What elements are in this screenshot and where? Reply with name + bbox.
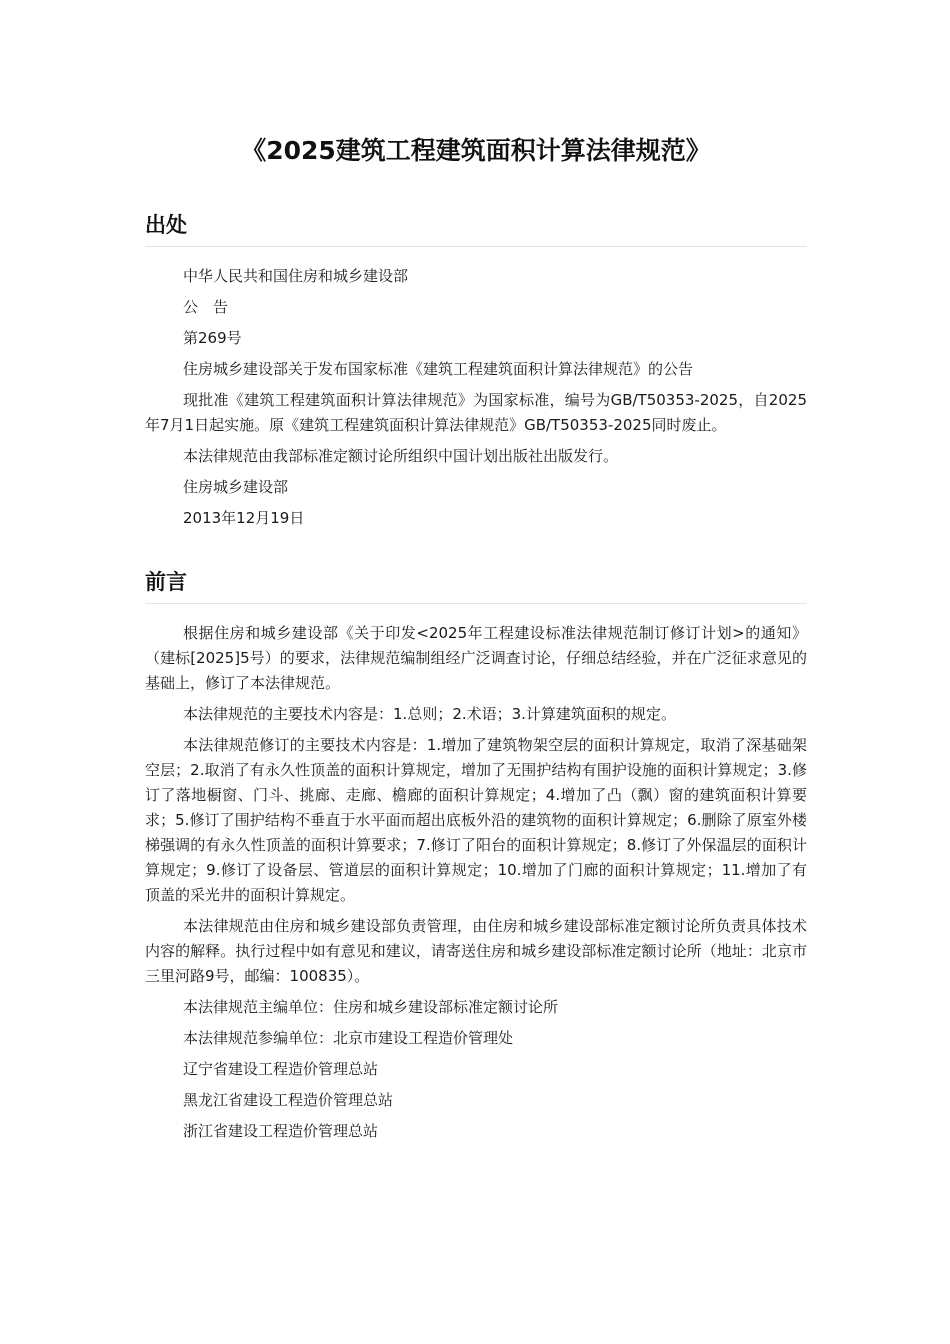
preface-paragraph: 本法律规范的主要技术内容是：1.总则；2.术语；3.计算建筑面积的规定。 [183,705,676,723]
preface-participant: 黑龙江省建设工程造价管理总站 [183,1091,394,1109]
preface-paragraph: 本法律规范由住房和城乡建设部负责管理，由住房和城乡建设部标准定额讨论所负责具体技术内容的解释。执行过程中如有意见和建议，请寄送住房和城乡建设部标准定额讨论所（地址：北京市三里河路9号，邮编：100835）。 [145,917,807,985]
section-heading-source: 出处 [145,208,807,247]
preface-participant: 浙江省建设工程造价管理总站 [183,1122,379,1140]
source-publisher-text: 本法律规范由我部标准定额讨论所组织中国计划出版社出版发行。 [183,447,619,465]
source-notice-label: 公 告 [183,298,229,316]
document-page [145,0,807,1150]
preface-participant: 辽宁省建设工程造价管理总站 [183,1060,379,1078]
source-notice-title: 住房城乡建设部关于发布国家标准《建筑工程建筑面积计算法律规范》的公告 [183,360,694,378]
source-section-body [145,264,807,531]
preface-section-body [145,621,807,1144]
preface-paragraph: 根据住房和城乡建设部《关于印发<2025年工程建设标准法律规范制订修订计划>的通知》（建标[2025]5号）的要求，法律规范编制组经广泛调查讨论，仔细总结经验，并在广泛征求意见的基础上，修订了本法律规范。 [145,624,807,692]
source-notice-number: 第269号 [183,329,242,347]
source-date: 2013年12月19日 [183,509,305,527]
preface-paragraph: 本法律规范修订的主要技术内容是：1.增加了建筑物架空层的面积计算规定，取消了深基础架空层；2.取消了有永久性顶盖的面积计算规定，增加了无围护结构有围护设施的面积计算规定；3.修订了落地橱窗、门斗、挑廊、走廊、檐廊的面积计算规定；4.增加了凸（飘）窗的建筑面积计算要求；5.修订了围护结构不垂直于水平面而超出底板外沿的建筑物的面积计算规定；6.删除了原室外楼梯强调的有永久性顶盖的面积计算要求；7.修订了阳台的面积计算规定；8.修订了外保温层的面积计算规定；9.修订了设备层、管道层的面积计算规定；10.增加了门廊的面积计算规定；11.增加了有顶盖的采光井的面积计算规定。 [145,736,807,904]
source-approval-text: 现批准《建筑工程建筑面积计算法律规范》为国家标准，编号为GB/T50353-2025，自2025年7月1日起实施。原《建筑工程建筑面积计算法律规范》GB/T50353-2025同时废止。 [145,391,807,434]
preface-chief-editor: 本法律规范主编单位：住房和城乡建设部标准定额讨论所 [183,998,559,1016]
source-issuer: 中华人民共和国住房和城乡建设部 [183,267,409,285]
preface-participant: 本法律规范参编单位：北京市建设工程造价管理处 [183,1029,514,1047]
document-title: 《2025建筑工程建筑面积计算法律规范》 [241,136,711,165]
source-signatory: 住房城乡建设部 [183,478,289,496]
section-heading-preface: 前言 [145,565,807,604]
